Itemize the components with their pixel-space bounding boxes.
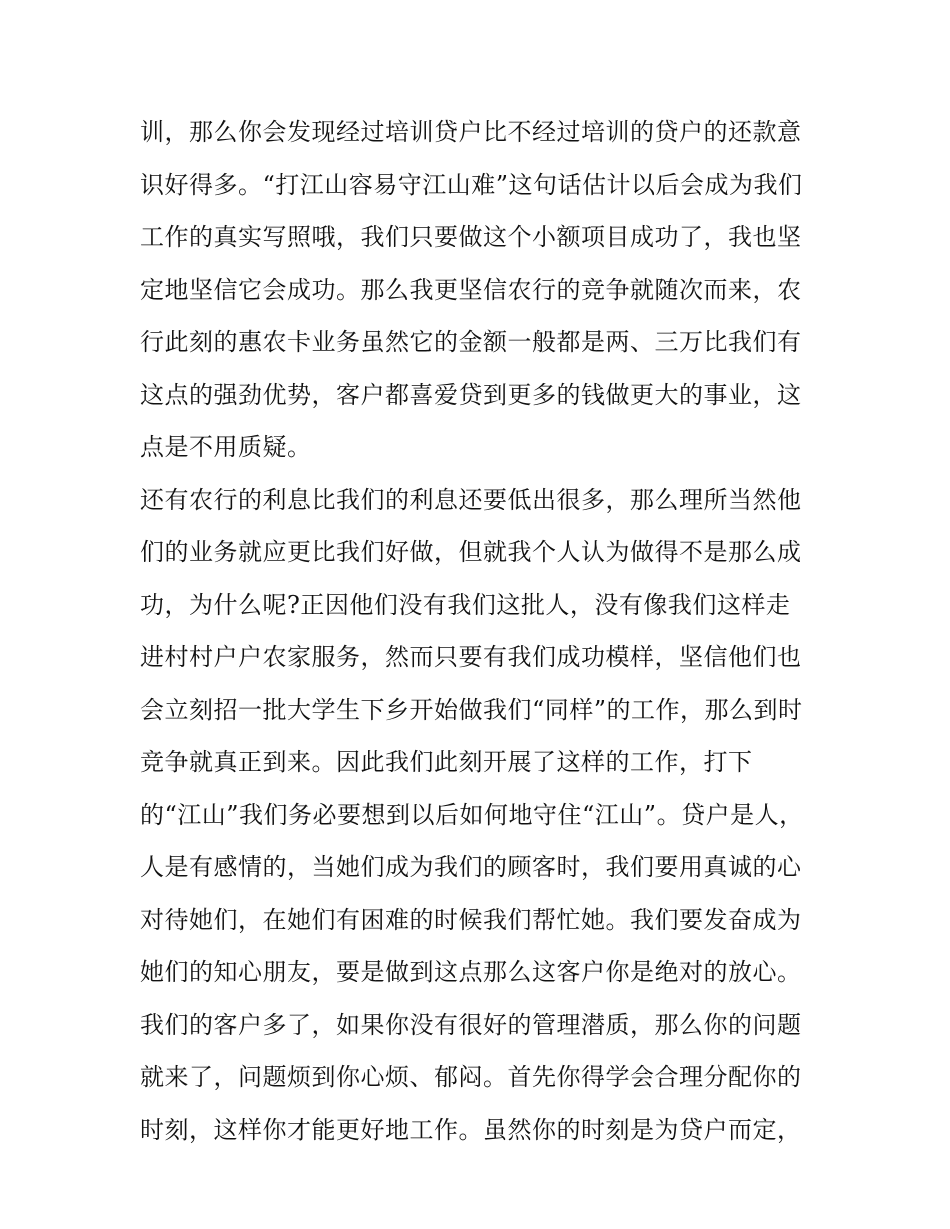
- text-line: 进村村户户农家服务，然而只要有我们成功模样，坚信他们也: [140, 643, 802, 671]
- text-line: 人是有感情的，当她们成为我们的顾客时，我们要用真诚的心: [140, 853, 802, 881]
- text-line: 时刻，这样你才能更好地工作。虽然你的时刻是为贷户而定，: [140, 1115, 802, 1144]
- text-line: 还有农行的利息比我们的利息还要低出很多，那么理所当然他: [140, 485, 802, 514]
- text-line: 们的业务就应更比我们好做，但就我个人认为做得不是那么成: [140, 538, 802, 566]
- text-line: 竞争就真正到来。因此我们此刻开展了这样的工作，打下: [140, 748, 753, 776]
- text-line: 功，为什么呢?正因他们没有我们这批人，没有像我们这样走: [140, 590, 791, 619]
- text-line: 我们的客户多了，如果你没有很好的管理潜质，那么你的问题: [140, 1010, 802, 1039]
- text-line: 识好得多。“打江山容易守江山难”这句话估计以后会成为我们: [140, 170, 803, 199]
- body-text: [140, 106, 830, 1156]
- text-line: 对待她们，在她们有困难的时候我们帮忙她。我们要发奋成为: [140, 905, 802, 934]
- text-line: 工作的真实写照哦，我们只要做这个小额项目成功了，我也坚: [140, 223, 802, 251]
- text-line: 的“江山”我们务必要想到以后如何地守住“江山”。贷户是人，: [140, 800, 804, 829]
- text-line: 就来了，问题烦到你心烦、郁闷。首先你得学会合理分配你的: [140, 1063, 802, 1091]
- text-line: 训，那么你会发现经过培训贷户比不经过培训的贷户的还款意: [140, 118, 802, 146]
- text-line: 定地坚信它会成功。那么我更坚信农行的竞争就随次而来，农: [140, 275, 802, 304]
- text-line: 会立刻招一批大学生下乡开始做我们“同样”的工作，那么到时: [140, 695, 803, 724]
- text-line: 点是不用质疑。: [140, 433, 312, 461]
- text-line: 这点的强劲优势，客户都喜爱贷到更多的钱做更大的事业，这: [140, 380, 802, 409]
- text-line: 行此刻的惠农卡业务虽然它的金额一般都是两、三万比我们有: [140, 328, 802, 356]
- text-line: 她们的知心朋友，要是做到这点那么这客户你是绝对的放心。: [140, 958, 802, 986]
